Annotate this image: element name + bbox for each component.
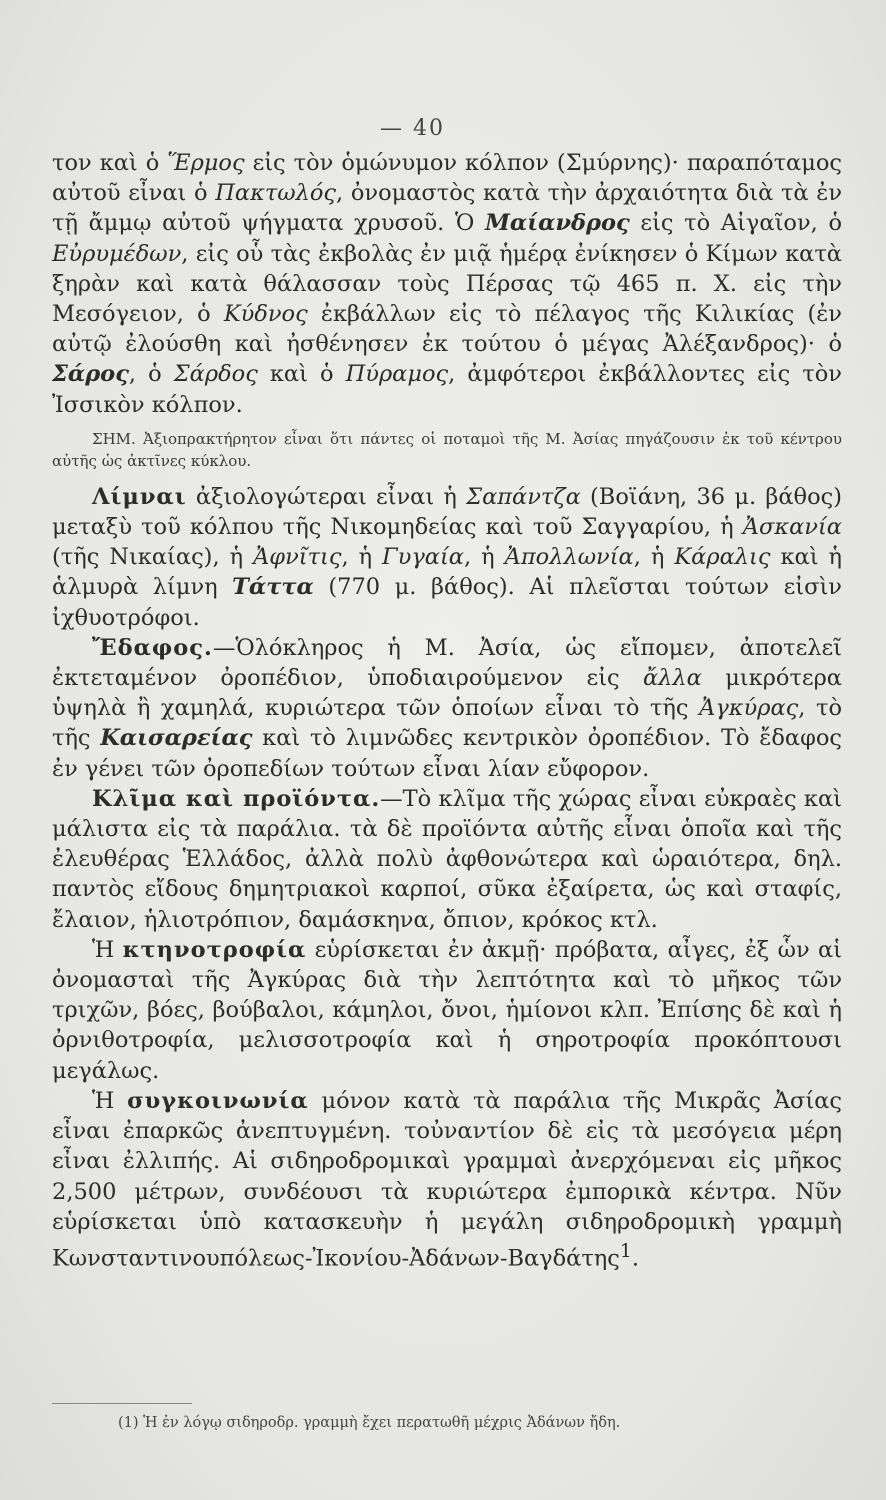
lake-name: Σαπάντζα xyxy=(466,483,581,510)
paragraph-livestock xyxy=(52,935,842,1086)
paragraph-communications xyxy=(52,1086,842,1274)
text-run: εἰς τὸ Αἰγαῖον, ὁ xyxy=(629,210,843,237)
lake-name: Γυγαία xyxy=(382,544,464,571)
section-heading: Κλῖμα καὶ προϊόντα. xyxy=(92,785,381,812)
section-heading: κτηνοτροφία xyxy=(122,936,307,963)
river-name: Κύδνος xyxy=(223,301,308,328)
text-run: εἰς τὸν ὁμώνυμον κόλπον (Σμύρνης)· παραπόταμος αὐτοῦ εἶναι ὁ xyxy=(52,150,842,207)
text-run: , τὸ τῆς xyxy=(52,695,842,752)
river-name: Πακτωλός xyxy=(215,180,337,207)
text-run: , ἀμφότεροι ἐκβάλλοντες εἰς τὸν Ἰσσικὸν κόλπον. xyxy=(52,361,842,418)
text-run: Ἡ xyxy=(92,1087,128,1114)
text-run: (Βοϊάνη, 36 μ. βάθος) μεταξὺ τοῦ κόλπου τῆς Νικομηδείας καὶ τοῦ Σαγγαρίου, ἡ xyxy=(52,483,843,541)
footnote-marker: 1 xyxy=(619,1240,632,1262)
emphasis: ἄλλα xyxy=(642,665,702,692)
river-name: Σάρδος xyxy=(173,361,258,388)
section-heading: Ἔδαφος. xyxy=(92,634,213,661)
text-run: μικρότερα ὑψηλὰ ἢ χαμηλά, κυριώτερα τῶν ὁποίων εἶναι τὸ τῆς xyxy=(52,665,842,722)
text-run: , εἰς οὗ τὰς ἐκβολὰς ἐν μιᾷ ἡμέρᾳ ἐνίκησεν ὁ Κίμων κατὰ ξηρὰν καὶ κατὰ θάλασσαν τοὺς Πέρσας τῷ 465 π. Χ. εἰς τὴν Μεσόγειον, ὁ xyxy=(52,240,842,328)
river-name: Ἕρμος xyxy=(167,150,245,176)
text-run: (770 μ. βάθος). Αἱ πλεῖσται τούτων εἰσὶν ἰχθυοτρόφοι. xyxy=(52,574,842,631)
text-run: Ἡ xyxy=(92,936,123,963)
paragraph-lakes xyxy=(52,482,842,633)
paragraph-rivers xyxy=(52,148,842,420)
footnote-divider xyxy=(52,1403,192,1404)
text-run: ἀξιολογώτεραι εἶναι ἡ xyxy=(186,483,467,510)
text-run: τον καὶ ὁ xyxy=(52,150,168,176)
river-name: Μαίανδρος xyxy=(485,210,630,237)
text-run: ἐκβάλλων εἰς τὸ πέλαγος τῆς Κιλικίας (ἐν αὐτῷ ἐλούσθη καὶ ἠσθένησεν ἐκ τούτου ὁ μέγας Ἀλέξανδρος)· ὁ xyxy=(52,301,842,358)
footnote: (1) Ἡ ἐν λόγῳ σιδηροδρ. γραμμὴ ἔχει περατωθῆ μέχρις Ἀδάνων ἤδη. xyxy=(118,1415,621,1431)
lake-name: Τάττα xyxy=(232,574,314,601)
river-name: Πύραμος xyxy=(345,361,449,388)
lake-name: Ἀφνῖτις xyxy=(253,544,342,571)
text-run: μόνον κατὰ τὰ παράλια τῆς Μικρᾶς Ἀσίας εἶναι ἐπαρκῶς ἀνεπτυγμένη. τοὐναντίον δὲ εἰς τὰ μεσόγεια μέρη εἶναι ἐλλιπής. Αἱ σιδηροδρομικαὶ γραμμαὶ ἀνερχόμεναι εἰς μῆκος 2,500 μέτρων, συνδέουσι τὰ κυριώτερα ἐμπορικὰ κέντρα. Νῦν εὑρίσκεται ὑπὸ κατασκευὴν ἡ μεγάλη σιδηροδρομικὴ γραμμὴ Κωνσταντινουπόλεως-Ἰκονίου-Ἀδάνων-Βαγδάτης xyxy=(52,1087,842,1272)
text-run: εὑρίσκεται ἐν ἀκμῇ· πρόβατα, αἶγες, ἐξ ὧν αἱ ὀνομασταὶ τῆς Ἀγκύρας διὰ τὴν λεπτότητα καὶ τὸ μῆκος τῶν τριχῶν, βόες, βούβαλοι, κάμηλοι, ὄνοι, ἡμίονοι κλπ. Ἐπίσης δὲ καὶ ἡ ὀρνιθοτροφία, μελισσοτροφία καὶ ἡ σηροτροφία προκόπτουσι μεγάλως. xyxy=(52,936,842,1084)
body-text xyxy=(52,148,842,1274)
text-run: —Ὁλόκληρος ἡ Μ. Ἀσία, ὡς εἴπομεν, ἀποτελεῖ ἐκτεταμένον ὀροπέδιον, ὑποδιαιρούμενον εἰς xyxy=(52,634,842,692)
paragraph-terrain xyxy=(52,633,842,784)
section-heading: συγκοινωνία xyxy=(127,1087,309,1114)
text-run: —Τὸ κλῖμα τῆς χώρας εἶναι εὐκραὲς καὶ μάλιστα εἰς τὰ παράλια. τὰ δὲ προϊόντα αὐτῆς εἶναι ὁποῖα καὶ τῆς ἐλευθέρας Ἑλλάδος, ἀλλὰ πολὺ ἀφθονώτερα καὶ ὡραιότερα, δηλ. παντὸς εἴδους δημητριακοὶ καρποί, σῦκα ἐξαίρετα, ὡς καὶ σταφίς, ἔλαιον, ἡλιοτρόπιον, δαμάσκηνα, ὄπιον, κρόκος κτλ. xyxy=(52,785,842,933)
section-heading: Λίμναι xyxy=(92,483,187,510)
lake-name: Ἀσκανία xyxy=(742,514,842,541)
page-number: — 40 xyxy=(380,116,445,141)
text-run: . xyxy=(631,1245,639,1272)
text-run: , ἡ xyxy=(633,544,675,571)
lake-name: Κάραλις xyxy=(674,544,771,571)
river-name: Εὐρυμέδων xyxy=(52,240,182,267)
plateau-name: Ἀγκύρας xyxy=(699,695,799,722)
note-paragraph: ΣΗΜ. Ἀξιοπρακτήρητον εἶναι ὅτι πάντες οἱ ποταμοὶ τῆς Μ. Ἀσίας πηγάζουσιν ἐκ τοῦ κέντρου αὐτῆς ὡς ἀκτῖνες κύκλου. xyxy=(52,429,842,470)
text-run: , ὀνομαστὸς κατὰ τὴν ἀρχαιότητα διὰ τὰ ἐν τῇ ἄμμῳ αὐτοῦ ψήγματα χρυσοῦ. Ὁ xyxy=(52,180,843,237)
paragraph-climate xyxy=(52,784,842,935)
text-run: καὶ ὁ xyxy=(257,361,346,388)
text-run: καὶ ἡ ἁλμυρὰ λίμνη xyxy=(52,544,843,601)
plateau-name: Καισαρείας xyxy=(100,725,253,752)
text-run: , ὁ xyxy=(128,361,174,388)
text-run: , ἡ xyxy=(341,544,383,571)
river-name: Σάρος xyxy=(52,361,129,388)
lake-name: Ἀπολλωνία xyxy=(504,544,634,571)
text-run: (τῆς Νικαίας), ἡ xyxy=(52,544,254,571)
text-run: καὶ τὸ λιμνῶδες κεντρικὸν ὀροπέδιον. Τὸ ἔδαφος ἐν γένει τῶν ὀροπεδίων τούτων εἶναι λίαν εὔφορον. xyxy=(52,725,842,782)
text-run: , ἡ xyxy=(464,544,505,571)
